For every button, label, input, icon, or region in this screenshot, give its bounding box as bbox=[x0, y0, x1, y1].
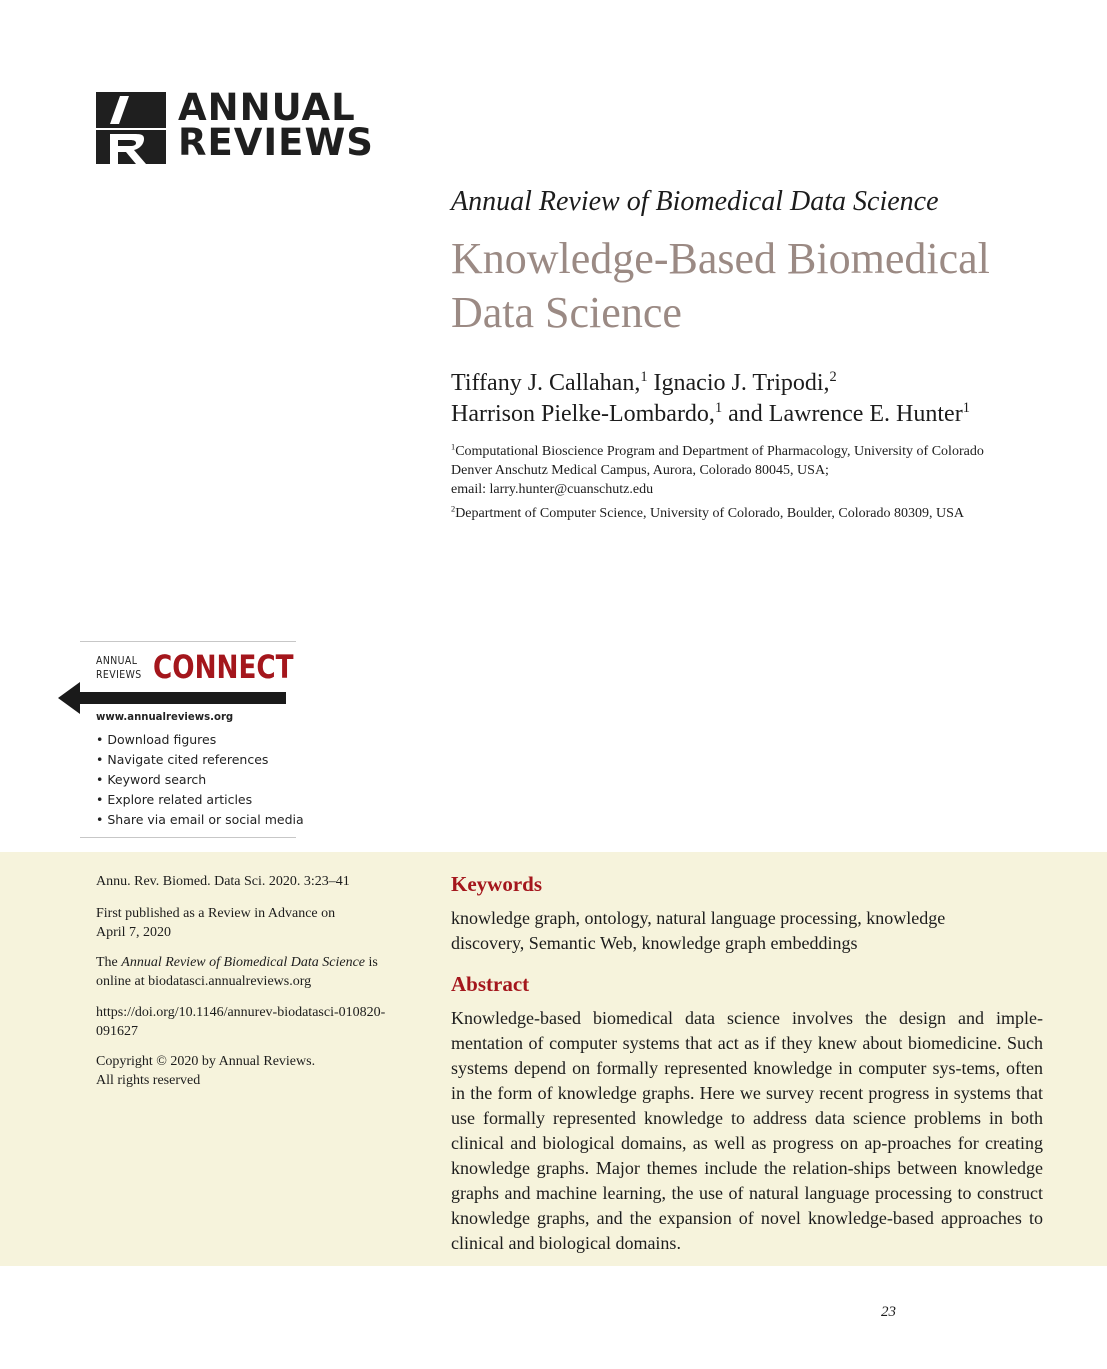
online-journal: Annual Review of Biomedical Data Science bbox=[121, 955, 366, 970]
article-title bbox=[451, 232, 1071, 340]
author-callahan: Tiffany J. Callahan, bbox=[451, 370, 641, 396]
keywords-heading: Keywords bbox=[451, 872, 542, 896]
online-url: online at biodatasci.annualreviews.org bbox=[96, 974, 312, 989]
affiliation-1 bbox=[451, 442, 1071, 499]
doi-line-1: https://doi.org/10.1146/annurev-biodatasci-010820- bbox=[96, 1005, 386, 1020]
citation-info: Annu. Rev. Biomed. Data Sci. 2020. 3:23–41 bbox=[96, 874, 350, 889]
affiliation-sup: 2 bbox=[451, 504, 456, 514]
author-tripodi: Ignacio J. Tripodi, bbox=[653, 370, 830, 396]
author-sup: 1 bbox=[640, 369, 648, 385]
title-line-1: Knowledge-Based Biomedical bbox=[451, 234, 990, 283]
online-suffix: is bbox=[365, 955, 378, 970]
logo-line-annual: ANNUAL bbox=[178, 86, 356, 129]
affiliation-1-email[interactable]: email: larry.hunter@cuanschutz.edu bbox=[451, 482, 654, 497]
list-item: • Download figures bbox=[96, 732, 217, 747]
author-line-1 bbox=[451, 368, 970, 399]
author-sup: 2 bbox=[829, 369, 837, 385]
ar-logo-mark-icon bbox=[96, 92, 166, 164]
list-item: • Share via email or social media bbox=[96, 812, 304, 827]
author-sup: 1 bbox=[714, 400, 723, 416]
abstract-heading: Abstract bbox=[451, 972, 530, 996]
connect-url[interactable]: www.annualreviews.org bbox=[96, 710, 234, 723]
abstract-text: Knowledge-based biomedical data science involves the design and imple-mentation of computer systems that act as if they knew about biomedicine. Such systems depend on formally represented knowledge in computer sys-tems, often in the form of knowledge graphs. Here we survey recent progress in systems that use formally represented knowledge to address data science problems in both clinical and biological domains, as well as progress on ap-proaches for creating knowledge graphs. Major themes include the relation-ships between knowledge graphs and machine learning, the use of natural language processing to construct knowledge graphs, and the expansion of novel knowledge-based approaches to clinical and biological domains. bbox=[451, 1008, 1043, 1253]
online-info bbox=[96, 953, 426, 991]
list-item: • Explore related articles bbox=[96, 792, 253, 807]
publication-date-info bbox=[96, 904, 426, 942]
connect-feature-list bbox=[96, 730, 304, 830]
list-item: • Navigate cited references bbox=[96, 752, 269, 767]
doi-line-2: 091627 bbox=[96, 1024, 138, 1039]
affiliation-1-line-1: Computational Bioscience Program and Department of Pharmacology, University of Colorado bbox=[455, 444, 984, 459]
page-number: 23 bbox=[881, 1304, 896, 1320]
author-list bbox=[451, 368, 970, 430]
logo-line-reviews: REVIEWS bbox=[178, 121, 374, 164]
copyright-line-1: Copyright © 2020 by Annual Reviews. bbox=[96, 1054, 316, 1069]
copyright-info bbox=[96, 1052, 426, 1090]
annual-reviews-connect-box[interactable] bbox=[80, 641, 304, 838]
affiliation-1-line-2: Denver Anschutz Medical Campus, Aurora, Colorado 80045, USA; bbox=[451, 463, 829, 478]
copyright-line-2: All rights reserved bbox=[96, 1073, 201, 1088]
connect-title: CONNECT bbox=[153, 648, 294, 686]
annual-reviews-logo bbox=[96, 86, 376, 164]
author-sup: 1 bbox=[962, 400, 970, 416]
affiliation-2 bbox=[451, 504, 1071, 523]
logo-wordmark bbox=[178, 86, 374, 164]
doi-link[interactable] bbox=[96, 1003, 426, 1041]
online-prefix: The bbox=[96, 955, 122, 970]
keywords-line-1: knowledge graph, ontology, natural language processing, knowledge bbox=[451, 908, 946, 928]
published-line-2: April 7, 2020 bbox=[96, 925, 172, 940]
keywords-list bbox=[451, 906, 1051, 956]
connect-small-line-2: REVIEWS bbox=[96, 668, 142, 681]
published-line-1: First published as a Review in Advance on bbox=[96, 906, 336, 921]
author-pielke-lombardo: Harrison Pielke-Lombardo, bbox=[451, 401, 715, 427]
affiliation-2-text: Department of Computer Science, University of Colorado, Boulder, Colorado 80309, USA bbox=[455, 506, 964, 521]
title-line-2: Data Science bbox=[451, 288, 682, 337]
keywords-line-2: discovery, Semantic Web, knowledge graph embeddings bbox=[451, 933, 858, 953]
author-line-2 bbox=[451, 399, 970, 430]
connect-small-line-1: ANNUAL bbox=[96, 654, 138, 667]
author-hunter: and Lawrence E. Hunter bbox=[728, 401, 963, 427]
journal-name: Annual Review of Biomedical Data Science bbox=[451, 186, 939, 217]
affiliation-sup: 1 bbox=[451, 442, 456, 452]
connect-small-logo bbox=[96, 654, 142, 682]
list-item: • Keyword search bbox=[96, 772, 207, 787]
